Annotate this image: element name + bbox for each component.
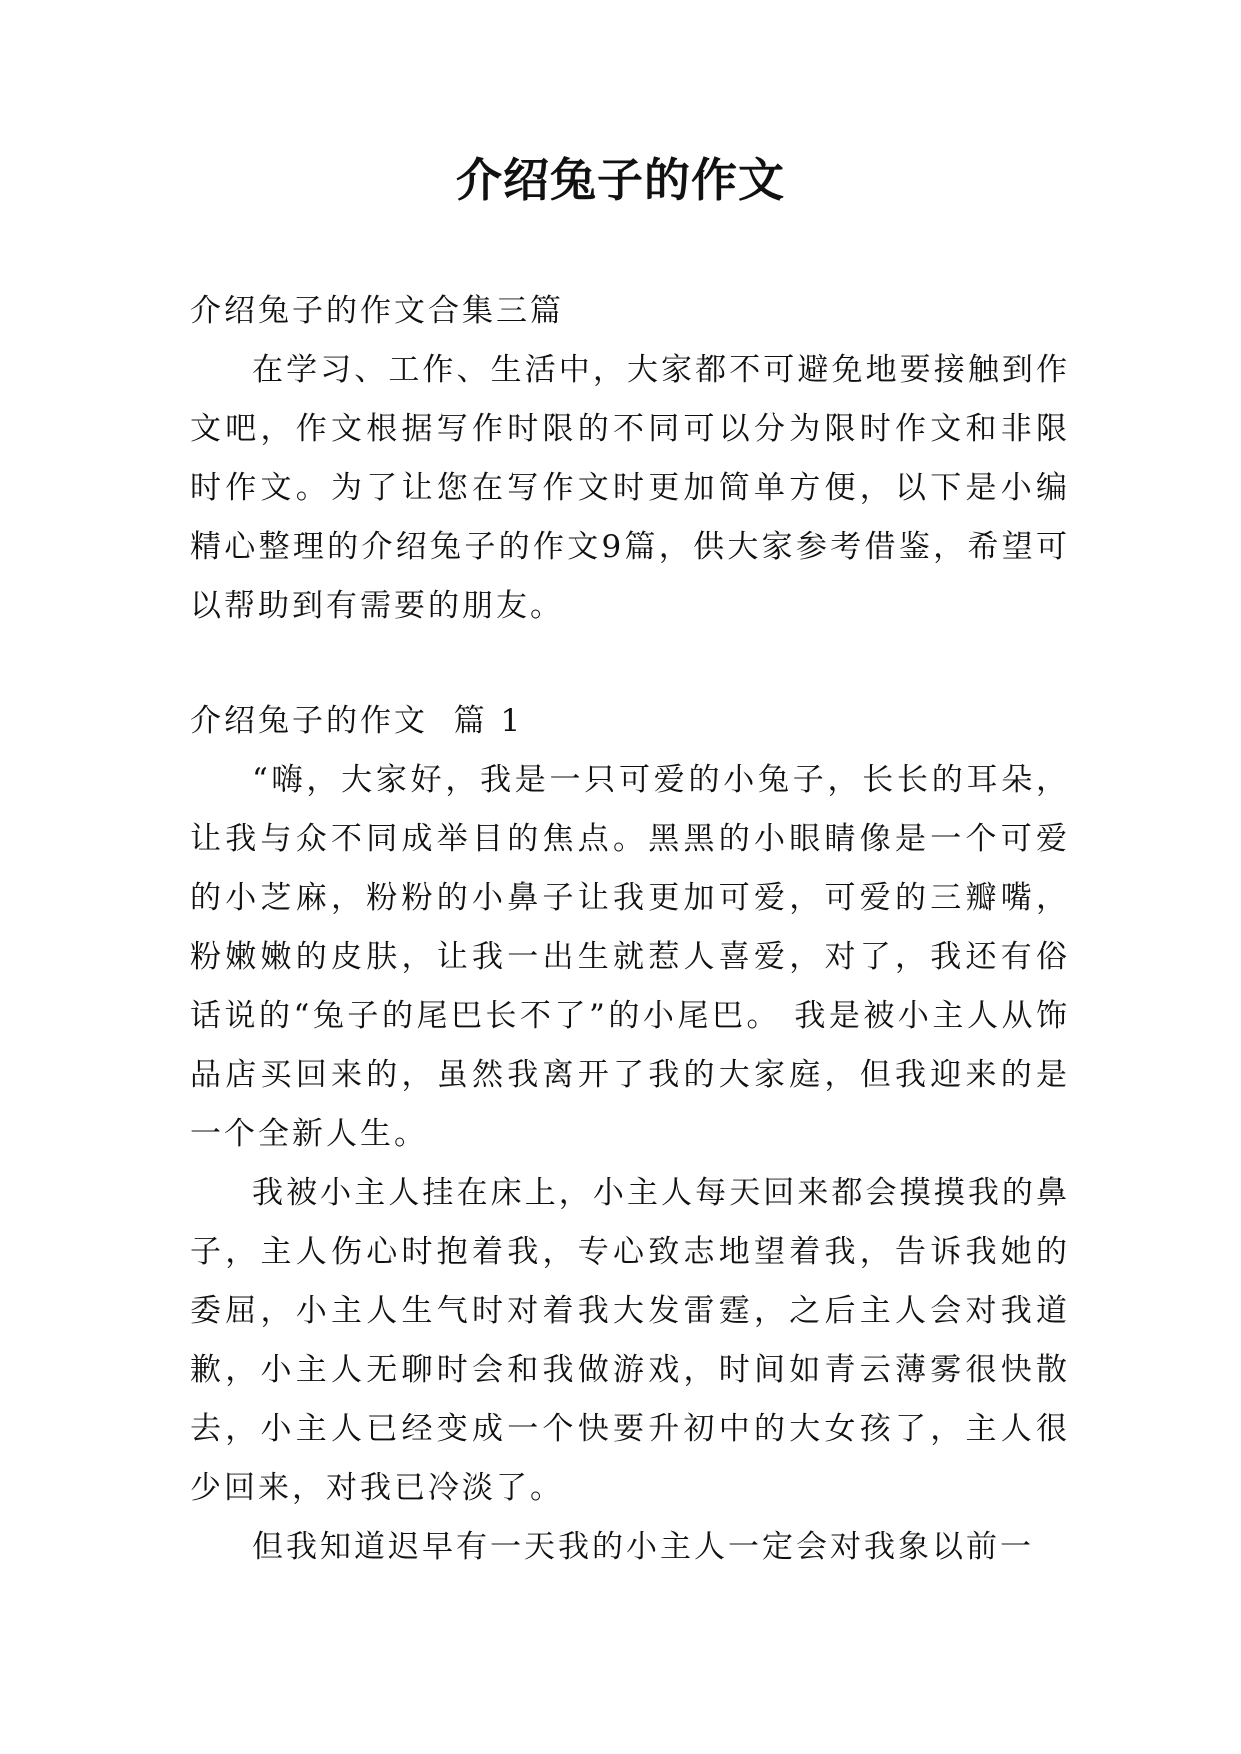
section-heading: 介绍兔子的作文 篇 1 (190, 703, 524, 739)
document-title: 介绍兔子的作文 (456, 153, 785, 207)
body-paragraph: “嗨，大家好，我是一只可爱的小兔子，长长的耳朵，让我与众不同成举目的焦点。黑黑的小眼睛像是一个可爱的小芝麻，粉粉的小鼻子让我更加可爱，可爱的三瓣嘴，粉嫩嫩的皮肤，让我一出生就惹人喜爱，对了，我还有俗话说的“兔子的尾巴长不了”的小尾巴。 我是被小主人从饰品店买回来的，虽然我离开了我的大家庭，但我迎来的是一个全新人生。 (190, 762, 1070, 1152)
document-body (190, 282, 1070, 1577)
collection-subtitle: 介绍兔子的作文合集三篇 (190, 293, 564, 329)
intro-paragraph: 在学习、工作、生活中，大家都不可避免地要接触到作文吧，作文根据写作时限的不同可以分为限时作文和非限时作文。为了让您在写作文时更加简单方便，以下是小编精心整理的介绍兔子的作文9篇，供大家参考借鉴，希望可以帮助到有需要的朋友。 (190, 352, 1070, 624)
section-spacer (190, 636, 1070, 692)
body-paragraph: 我被小主人挂在床上，小主人每天回来都会摸摸我的鼻子，主人伤心时抱着我，专心致志地望着我，告诉我她的委屈，小主人生气时对着我大发雷霆，之后主人会对我道歉，小主人无聊时会和我做游戏，时间如青云薄雾很快散去，小主人已经变成一个快要升初中的大女孩了，主人很少回来，对我已冷淡了。 (190, 1175, 1070, 1506)
body-paragraph: 但我知道迟早有一天我的小主人一定会对我象以前一 (252, 1529, 1034, 1565)
